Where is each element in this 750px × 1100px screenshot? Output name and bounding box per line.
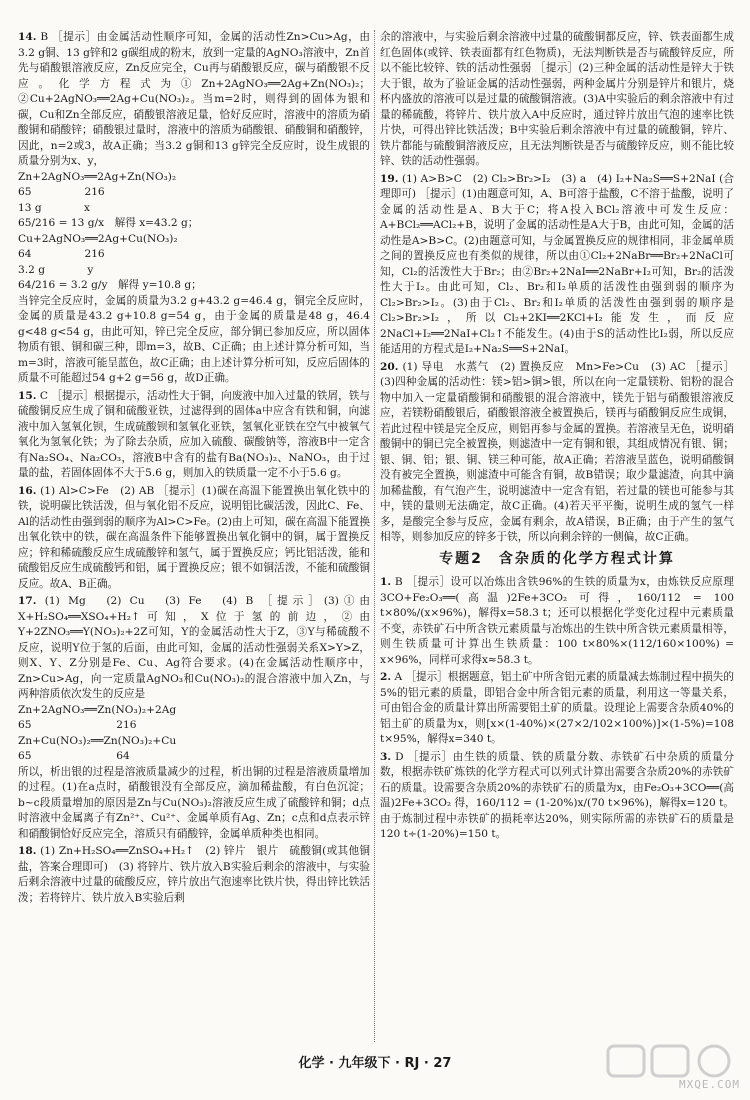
section-item-3 [380, 750, 734, 843]
answer-text: 所以，析出银的过程是溶液质量减少的过程，析出铜的过程是溶液质量增加的过程。(1)在a点时，硝酸银没有全部反应，滴加稀盐酸，有白色沉淀；b~c段质量增加的原因是Zn与Cu(NO₃)₂溶液反应生成了硫酸锌和铜；d点时溶液中金属离子有Zn²⁺、Cu²⁺、金属单质有Ag、Zn；c点和d点表示锌和硝酸铜恰好反应完全，溶质只有硝酸锌，金属单质种类也相同。 [18, 765, 370, 840]
item-number: 15. [18, 389, 37, 402]
item-number: 16. [18, 484, 37, 497]
item-number: 2. [380, 671, 392, 683]
equation-line: Cu+2AgNO₃══2Ag+Cu(NO₃)₂ [18, 232, 178, 245]
section-item-2 [380, 670, 734, 748]
section-item-1 [380, 575, 734, 668]
section-title: 专题2 含杂质的化学方程式计算 [439, 550, 675, 567]
answer-16-para-1 [18, 484, 370, 593]
answer-text: (1) A>B>C (2) Cl₂>Br₂>I₂ (3) a (4) I₂+Na₂S══S+2NaI (合理即可) ［提示］(1)由题意可知，A、B可溶于盐酸，C不溶于盐酸，说明了金属的活动性是A、B大于C；将A投入BCl₂溶液中可发生反应：A+BCl₂══ACl₂+B，说明了金属的活动性是A大于B，由此可知，金属的活动性是A>B>C。(2)由题意可知，与金属置换反应的规律相同，非金属单质之间的置换反应也有类似的规律，所以由①Cl₂+2NaBr══Br₂+2NaCl可知，Cl₂的活泼性大于Br₂；由②Br₂+2NaI══2NaBr+I₂可知，Br₂的活泼性大于I₂。由此可知，Cl₂、Br₂和I₂单质的活泼性由强到弱的顺序为Cl₂>Br₂>I₂。(3)由于Cl₂、Br₂和I₂单质的活泼性由强到弱的顺序是Cl₂>Br₂>I₂，所以Cl₂+2KI══2KCl+I₂能发生，而反应2NaCl+I₂══2NaI+Cl₂↑不能发生。(4)由于S的活动性比I₂弱，所以反应能适用的方程式是I₂+Na₂S══S+2NaI。 [380, 172, 734, 355]
item-number: 17. [18, 595, 37, 607]
item-number: 19. [380, 172, 399, 185]
answer-17-para-1 [18, 594, 370, 703]
answer-text: C ［提示］根据提示，活动性大于铜，向废液中加入过量的铁屑，铁与硫酸铜反应生成了铜和硫酸亚铁，过滤得到的固体a中应含有铁和铜，向滤液中加入氢氧化钡，生成硫酸钡和氢氧化亚铁，氢氧化亚铁在空气中被氧气氧化为氢氧化铁；为了除去杂质，应加入硫酸、碳酸钠等，溶液B中一定含有Na₂SO₄、Na₂CO₃，溶液B中含有的盐有Ba(NO₃)₂、NaNO₃，由于过量的盐，若固体固体不大于5.6 g，则加入的铁质量一定不小于5.6 g。 [18, 389, 370, 479]
answer-item-16 [18, 484, 370, 593]
equation-line: Zn+2AgNO₃══Zn(NO₃)₂+2Ag [18, 703, 177, 716]
left-column [18, 30, 370, 908]
answer-18-continued [380, 30, 734, 170]
equation-line: 13 g x [18, 201, 90, 214]
answer-item-17 [18, 594, 370, 842]
answer-item-18 [18, 844, 370, 906]
equation-line: Zn+2AgNO₃══2Ag+Zn(NO₃)₂ [18, 170, 177, 183]
answer-text: A ［提示］根据题意，铝土矿中所含铝元素的质量减去炼制过程中损失的5%的铝元素的质量，即铝合金中所含铝元素的质量，利用这一等量关系，可由铝合金的质量计算出所需要铝土矿的质量。设理论上需要含杂质40%的铝土矿的质量为x，则[x×(1-40%)×(27×2/102×100%)]×(1-5%)=108 t×95%，解得x=340 t。 [380, 671, 734, 745]
equation-line: 65 64 [18, 750, 130, 762]
answer-item-14 [18, 30, 370, 387]
answer-text: B ［提示］由金属活动性顺序可知，金属的活动性Zn>Cu>Ag，由3.2 g铜、13 g锌和2 g碳组成的粉末，放到一定量的AgNO₃溶液中，Zn首先与硝酸银溶液反应，Zn反应完全，Cu再与硝酸银反应，碳与硝酸银不反应。化学方程式为①Zn+2AgNO₃══2Ag+Zn(NO₃)₂；②Cu+2AgNO₃══2Ag+Cu(NO₃)₂。当m=2时，则得到的固体为银和碳，Cu和Zn全部反应，硝酸银溶液足量，恰好反应时，溶液中的溶质为硝酸铜和硝酸锌；硝酸银过量时，溶液中的溶质为硝酸银、硝酸铜和硝酸锌，因此，n=2或3，故A正确；当3.2 g铜和13 g锌完全反应时，设生成银的质量分别为x、y， [18, 31, 370, 167]
answer-text: (1) Mg (2) Cu (3) Fe (4) B ［提示］(3)①由X+H₂SO₄══XSO₄+H₂↑可知，X位于氢的前边，②由Y+2ZNO₃══Y(NO₃)₂+2Z可知，Y的金属活动性大于Z，③Y与稀硫酸不反应，说明Y位于氢的后面，由此可知，金属的活动性强弱关系X>Y>Z，则X、Y、Z分别是Fe、Cu、Ag符合要求。(4)在金属活动性顺序中，Zn>Cu>Ag，向一定质量AgNO₃和Cu(NO₃)₂的混合溶液中加入Zn，与两种溶质依次发生的反应是 [18, 595, 371, 700]
equation-line: 64 216 [18, 248, 105, 260]
item-number: 20. [380, 360, 399, 373]
right-column [380, 30, 734, 845]
page-footer: 化学 · 九年级下 · RJ · 27 [298, 1056, 452, 1071]
answer-item-19 [380, 172, 734, 358]
answer-text: B ［提示］设可以冶炼出含铁96%的生铁的质量为x，由炼铁反应原理3CO+Fe₂O₃══(高温)2Fe+3CO₂ 可得，160/112 = 100 t×80%/(x×96%)，解得x=58.3 t；还可以根据化学变化过程中元素质量不变，赤铁矿石中所含铁元素质量与冶炼出的生铁中所含铁元素质量相等，则生铁质量可计算出生铁质量：100 t×80%×(112/160×100%) = x×96%，同样可求得x≈58.3 t。 [380, 576, 734, 666]
item-number: 14. [18, 31, 37, 43]
section-3-para [380, 750, 734, 843]
equation-line: 3.2 g y [18, 263, 94, 276]
answer-14-para-1 [18, 30, 370, 170]
answer-text: D ［提示］由生铁的质量、铁的质量分数、赤铁矿石中杂质的质量分数，根据赤铁矿炼铁的化学方程式可以列式计算出需要含杂质20%的赤铁矿石的质量。设需要含杂质20%的赤铁矿石的质量为x，由Fe₂O₃+3CO══(高温)2Fe+3CO₂ 得，160/112 = (1-20%)x/(70 t×96%)，解得x=120 t。由于炼制过程中赤铁矿的损耗率达20%，则实际所需的赤铁矿石的质量是120 t÷(1-20%)=150 t。 [380, 750, 735, 840]
answer-text: (1) Al>C>Fe (2) AB ［提示］(1)碳在高温下能置换出氧化铁中的铁，说明碳比铁活泼，但与氧化铝不反应，说明铝比碳活泼，因此C、Fe、Al的活动性由强到弱的顺序为Al>C>Fe。(2)由上可知，碳在高温下能置换出氧化铁中的铁，碳在高温条件下能够置换出氧化铜中的铜，属于置换反应；锌和稀硫酸反应生成硫酸锌和氢气，属于置换反应；钙比铝活泼，能和硫酸铝反应生成硫酸钙和铝，属于置换反应；银不如铜活泼，不能和硫酸铜反应。故A、B正确。 [18, 484, 370, 590]
answer-18-para-1 [18, 844, 370, 906]
answer-text: (1) 导电 水蒸气 (2) 置换反应 Mn>Fe>Cu (3) AC ［提示］(3)四种金属的活动性：镁>铝>铜>银，所以在向一定量镁粉、铝粉的混合物中加入一定量硝酸铜和硝酸银的混合溶液中，镁先于铝与硝酸银溶液反应，若镁粉硝酸银后，硝酸银溶液全被置换后，镁再与硝酸铜反应生成铜，若此过程中镁是完全反应，则铝再参与金属的置换。若溶液呈无色，说明硝酸铜中的铜已完全被置换，则滤渣中一定有铜和银，其组成情况有银、铜；银、铜、铝；银、铜、镁三种可能，故A正确；若溶液呈蓝色，说明硝酸铜没有被完全置换，则滤渣中可能含有铜，故B错误；取少量滤渣，向其中滴加稀盐酸，有气泡产生，说明滤渣中一定含有铝，若过量的镁也可能参与其中，镁的量则无法确定，故C正确。(4)若天平平衡，说明生成的氢气一样多，是酸完全参与反应，金属有剩余，故A错误，B正确；由于产生的氢气相等，则参加反应的锌多于铁，所以向剩余锌的一侧偏，故C正确。 [380, 360, 734, 543]
column-divider [374, 30, 375, 1042]
equation-line: 65 216 [18, 719, 137, 731]
item-number: 3. [380, 750, 392, 763]
equation-line: 65 216 [18, 186, 105, 198]
equation-line: Zn+Cu(NO₃)₂══Zn(NO₃)₂+Cu [18, 734, 177, 747]
section-1-para [380, 575, 734, 668]
answer-15-para-1 [18, 389, 370, 482]
equation-line: 64/216 = 3.2 g/y 解得 y=10.8 g； [18, 279, 202, 291]
section-2-para [380, 670, 734, 748]
answer-text: 余的溶液中，与实验后剩余溶液中过量的硫酸铜都反应，锌、铁表面都生成红色固体(或锌、铁表面都有红色物质)，无法判断铁是否与硫酸锌反应，所以不能比较锌、铁的活动性强弱 ［提示］(2)三种金属的活动性是锌大于铁大于银，故为了验证金属的活动性强弱，两种金属片分别是锌片和银片，烧杯内盛放的溶液可以是过量的硫酸铜溶液。(3)A中实验后的剩余溶液中有过量的稀硫酸，将锌片、铁片放入A中反应时，通过锌片放出气泡的速率比铁片快，可得出锌比铁活泼；B中实验后剩余溶液中有过量的硫酸铜，锌片、铁片都能与硫酸铜溶液反应，且无法判断铁是否与硫酸锌反应，则不能比较锌、铁的活动性强弱。 [380, 31, 734, 167]
item-number: 1. [380, 576, 392, 588]
equation-line: 65/216 = 13 g/x 解得 x=43.2 g； [18, 217, 199, 229]
watermark-text: MXQE.COM [679, 1078, 740, 1091]
answer-text: (1) Zn+H₂SO₄══ZnSO₄+H₂↑ (2) 锌片 银片 硫酸铜(或其他铜盐，答案合理即可) (3) 将锌片、铁片放入B实验后剩余的溶液中，与实验后剩余溶液中过量的硫酸反应，锌片放出气泡速率比铁片快，得出锌比铁活泼；若将锌片、铁片放入B实验后剩 [18, 845, 370, 904]
answer-item-15 [18, 389, 370, 482]
answer-item-20 [380, 360, 734, 546]
answer-20-para-1 [380, 360, 734, 546]
answer-19-para-1 [380, 172, 734, 358]
item-number: 18. [18, 845, 37, 857]
answer-text: 当锌完全反应时，金属的质量为3.2 g+43.2 g=46.4 g，铜完全反应时，金属的质量是43.2 g+10.8 g=54 g，由于金属的质量是48 g，46.4 g<48 g<54 g，由此可知，锌已完全反应，部分铜已参加反应，所以固体物质有银、铜和碳三种，即m=3，故B、C正确；由上述计算分析可知，当m=3时，溶液可能呈蓝色，故C正确；由上述计算分析可知，反应后固体的质量不可能超过54 g+2 g=56 g，故D正确。 [18, 294, 370, 384]
